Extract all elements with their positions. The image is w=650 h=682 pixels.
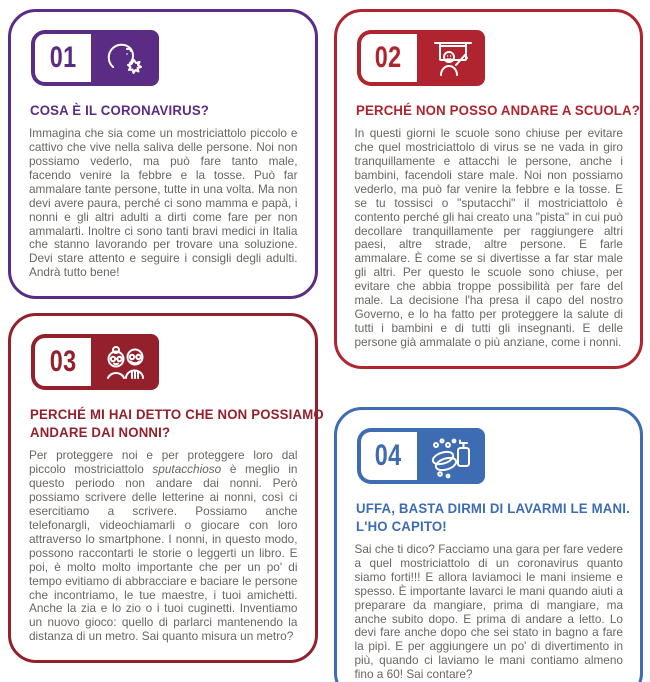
left-column [8, 9, 324, 663]
card-number: 02 [357, 30, 417, 86]
card-number-badge [31, 30, 159, 86]
card-title: PERCHÉ NON POSSO ANDARE A SCUOLA? [355, 103, 640, 119]
washing-hands-icon [417, 428, 485, 484]
card-number: 03 [31, 334, 91, 390]
card-scuola [334, 9, 644, 369]
card-title: UFFA, BASTA DIRMI DI LAVARMI LE MANI. L'HO CAPITO! [355, 500, 630, 535]
card-body-text: Per proteggere noi e per proteggere loro dal piccolo mostriciattolo sputacchioso è meglio in questo periodo non andare dai nonni. Però possiamo scrivere delle letterine ai nonni, così ci esercitiamo a scrivere. Possiamo anche telefonargli, videochiamarli o giocare con loro attraverso lo smartphone. I nonni, in questo modo, possono raccontarti le storie o leggerti un libro. E poi, è molto molto importante che per un po' di tempo evitiamo di abbracciare e baciare le persone che incontriamo, le tue maestre, i tuoi amichetti. Anche la zia e lo zio o i tuoi cuginetti. Inventiamo un nuovo gioco: quello di parlarci mantenendo la distanza di un metro. Sai quanto misura un metro? [29, 448, 298, 644]
card-body-text: In questi giorni le scuole sono chiuse per evitare che quel mostriciattolo di virus se ne vada in giro tranquillamente e attacchi le persone, anche i bambini, facendoli stare male. Noi non possiamo vederlo, ma può far venire la febbre e la tosse. E se tu tossisci o "sputacchi" il mostriciattolo è contento perché gli hai creato una "pista" in cui può decollare tranquillamente per raggiungere altri paesi, altre strade, altre persone. E farle ammalare. È come se si divertisse a far star male gli altri. Per questo le scuole sono chiuse, per evitare che abbia troppe possibilità per fare del male. La decisione l'ha presa il capo del nostro Governo, e lo ha fatto per proteggere la salute di tutti i bambini e di tutti gli insegnanti. E delle persone già ammalate o più anziane, come i nonni. [354, 126, 623, 349]
card-coronavirus [8, 9, 318, 299]
card-nonni [8, 313, 324, 663]
card-title: COSA È IL CORONAVIRUS? [30, 103, 210, 119]
card-body-text: Sai che ti dico? Facciamo una gara per fare vedere a quel mostriciattolo di un coronavirus quanto siamo forti!!! E allora laviamoci le mani insieme e spesso. È importante lavarci le mani quando aiuti a preparare da mangiare, prima di mangiare, ma anche subito dopo. E prima di andare a letto. Lo devi fare anche dopo che sei stato in bagno a fare la pipì. E per aggiungere un po' di divertimento in più, quando ci laviamo le mani contiamo almeno fino a 60! Sai contare? [354, 542, 623, 682]
card-title: PERCHÉ MI HAI DETTO CHE NON POSSIAMO ANDARE DAI NONNI? [30, 407, 324, 442]
grandparents-icon [91, 334, 159, 390]
card-number: 04 [357, 428, 417, 484]
teacher-blackboard-icon [417, 30, 485, 86]
right-column [334, 9, 644, 682]
coughing-person-icon [91, 30, 159, 86]
card-lavare-mani [334, 407, 644, 682]
card-number: 01 [31, 30, 91, 86]
card-body-text: Immagina che sia come un mostriciattolo piccolo e cattivo che vive nella saliva delle persone. Noi non possiamo vederlo, ma può fare tanto male, facendo venire la febbre e la tosse. Può far ammalare tante persone, tutte in una volta. Ma non devi avere paura, perché ci sono mamma e papà, i nonni e gli altri adulti a dirti come fare per non ammalarti. Inoltre ci sono tanti bravi medici in Italia che stanno lavorando per trovare una soluzione. Devi stare attento e seguire i consigli degli adulti. Andrà tutto bene! [29, 126, 298, 280]
card-number-badge [357, 428, 485, 484]
card-number-badge [357, 30, 485, 86]
card-number-badge [31, 334, 159, 390]
